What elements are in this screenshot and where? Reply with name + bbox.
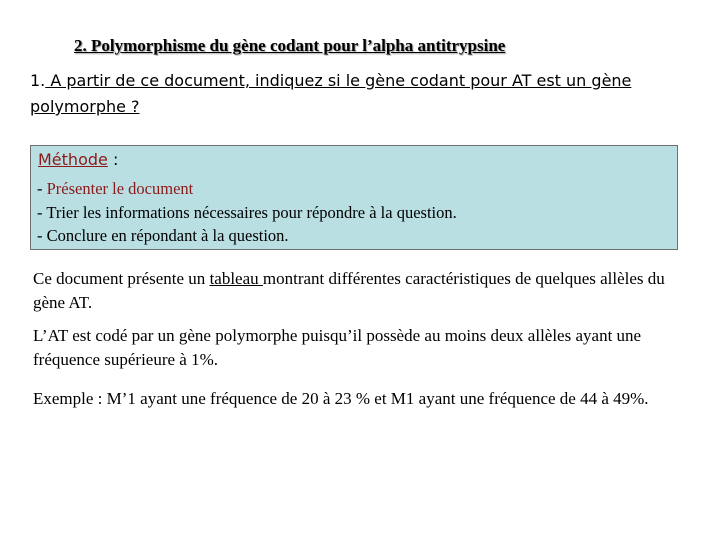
- p1-after: montrant différentes caractéristiques de quelques allèles du gène AT.: [33, 269, 665, 312]
- method-box: [30, 145, 678, 250]
- step-text: Présenter le document: [46, 179, 194, 198]
- method-step: [37, 201, 457, 225]
- method-colon: :: [107, 150, 119, 169]
- section-title: 2. Polymorphisme du gène codant pour l’alpha antitrypsine: [74, 36, 506, 55]
- method-step: [37, 224, 457, 248]
- question-number: 1.: [30, 71, 46, 90]
- step-dash: -: [37, 179, 47, 198]
- answer-paragraph-document: [33, 267, 683, 315]
- step-text: Conclure en répondant à la question.: [46, 226, 289, 245]
- answer-paragraph-polymorphism: L’AT est codé par un gène polymorphe puisqu’il possède au moins deux allèles ayant une fréquence supérieure à 1%.: [33, 326, 642, 369]
- question-text: A partir de ce document, indiquez si le gène codant pour AT est un gène polymorphe ?: [30, 71, 632, 116]
- method-title: [38, 150, 118, 169]
- method-word: Méthode: [38, 150, 108, 169]
- step-dash: -: [37, 226, 47, 245]
- method-steps: [37, 177, 457, 248]
- p1-before: Ce document présente un: [33, 269, 210, 288]
- question-1: [30, 68, 690, 120]
- method-step: [37, 177, 457, 201]
- answer-paragraph-example: Exemple : M’1 ayant une fréquence de 20 à 23 % et M1 ayant une fréquence de 44 à 49%.: [33, 389, 649, 408]
- tableau-link[interactable]: tableau: [209, 269, 263, 288]
- step-text: Trier les informations nécessaires pour répondre à la question.: [46, 202, 457, 222]
- step-dash: -: [37, 202, 47, 222]
